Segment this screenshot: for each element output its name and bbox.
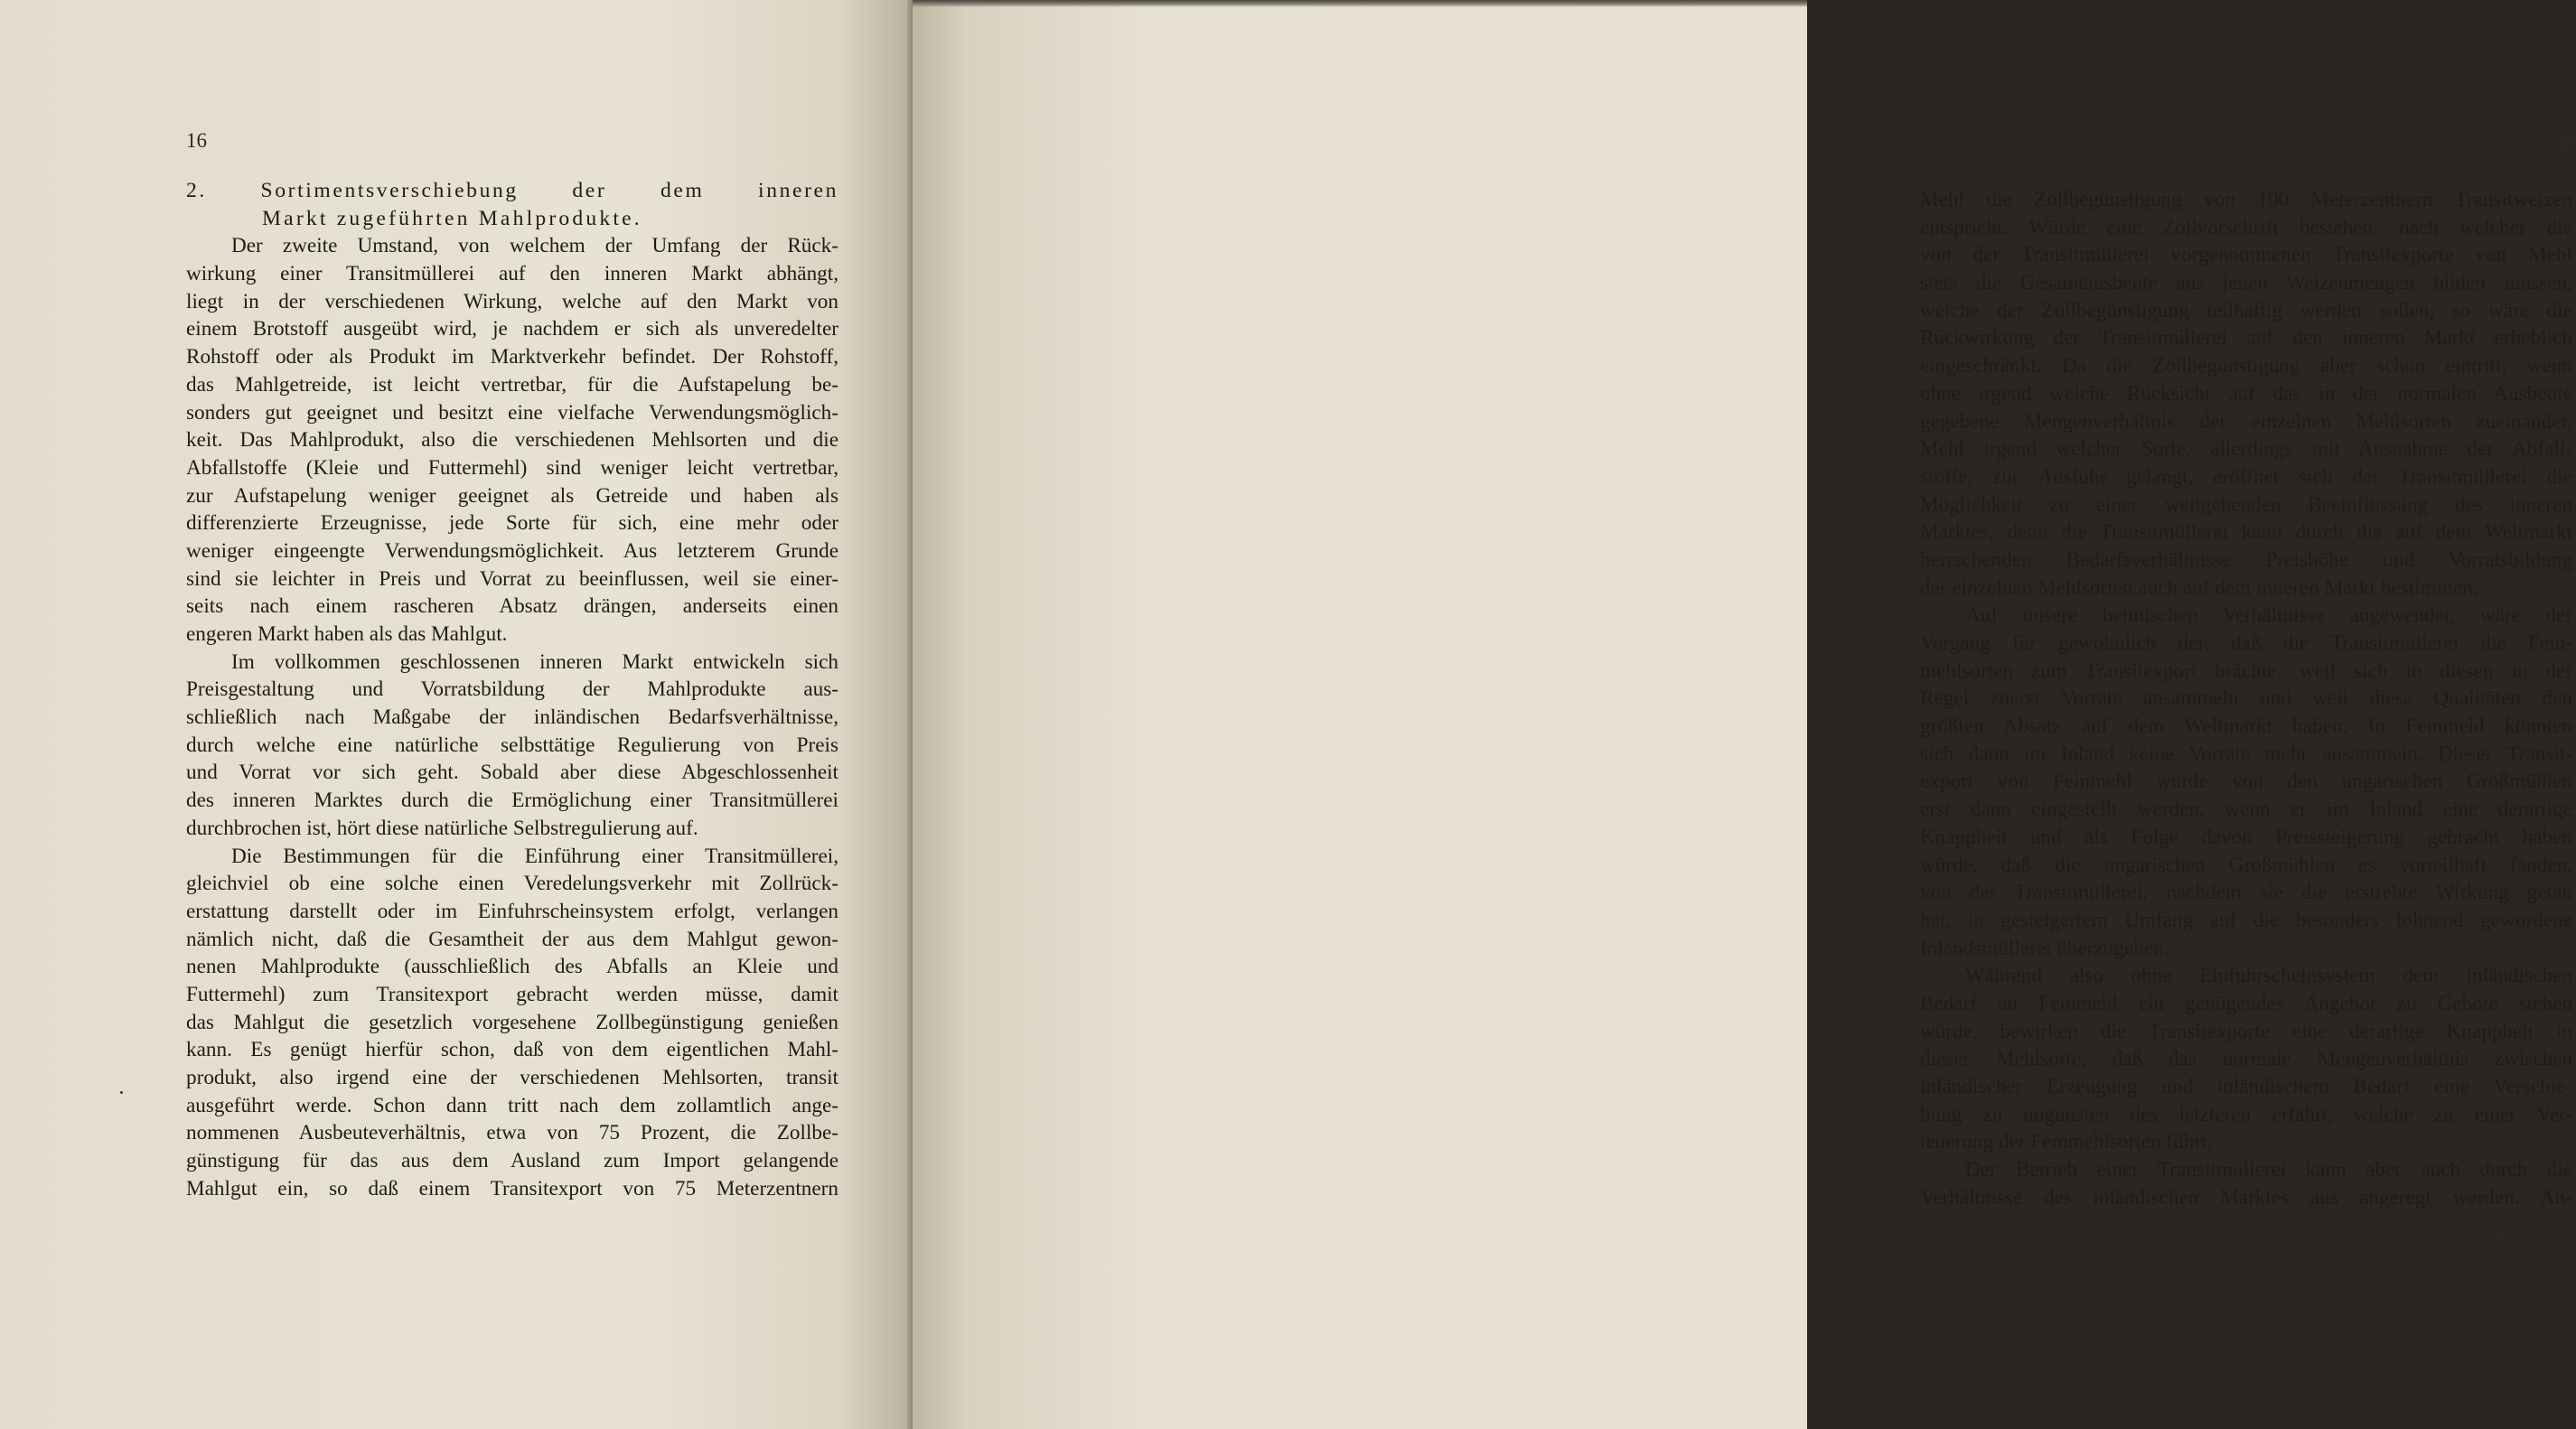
text-line: dieser Mehlsorte, daß das normale Mengenverhältnis zwischen	[1920, 1047, 2572, 1071]
left-page-text	[186, 177, 838, 1202]
text-line: das Mahlgut die gesetzlich vorgesehene Zollbegünstigung genießen	[186, 1010, 838, 1034]
text-line: Futtermehl) zum Transitexport gebracht werden müsse, damit	[186, 982, 838, 1006]
text-line: und Vorrat vor sich geht. Sobald aber diese Abgeschlossenheit	[186, 761, 838, 785]
text-line: Knappheit und als Folge davon Preissteigerung gebracht haben	[1920, 825, 2572, 849]
text-line: export von Feinmehl würde von den ungarischen Großmühlen	[1920, 770, 2572, 794]
text-line: mehlsorten zum Transitexport brächte, weil sich in diesen in der	[1920, 658, 2572, 683]
text-line: Inlandsmüllerei überzugehen.	[1920, 936, 2169, 960]
text-line: nommenen Ausbeuteverhältnis, etwa von 75 Prozent, die Zollbe-	[186, 1121, 838, 1145]
text-line: eingeschränkt. Da die Zollbegünstigung aber schon eintritt, wenn	[1920, 354, 2572, 378]
text-line: keit. Das Mahlprodukt, also die verschiedenen Mehlsorten und die	[186, 428, 838, 453]
text-line: stets die Gesamtausbeute aus jenen Weizenmengen bilden müssen,	[1920, 271, 2572, 295]
text-line: zur Aufstapelung weniger geeignet als Getreide und haben als	[186, 483, 838, 508]
text-line: nenen Mahlprodukte (ausschließlich des Abfalls an Kleie und	[186, 955, 838, 979]
text-line: stoffe, zur Ausfuhr gelangt, eröffnet sich der Transitmüllerei die	[1920, 464, 2572, 489]
paper-speck	[120, 1091, 123, 1094]
text-line: Verhältnisse des inländischen Marktes aus angeregt werden. An-	[1920, 1185, 2572, 1210]
text-line: würde, daß die ungarischen Großmühlen es vorteilhaft fänden,	[1920, 853, 2572, 877]
text-line: seits nach einem rascheren Absatz drängen, anderseits einen	[186, 594, 838, 619]
text-line: erstattung darstellt oder im Einfuhrscheinsystem erfolgt, verlangen	[186, 899, 838, 923]
text-line: Regel zuerst Vorräte ansammeln und weil diese Qualitäten den	[1920, 686, 2572, 711]
text-line: Der zweite Umstand, von welchem der Umfang der Rück-	[231, 234, 838, 258]
text-line: einem Brotstoff ausgeübt wird, je nachdem er sich als unveredelter	[186, 317, 838, 341]
text-line: Mehl irgend welcher Sorte, allerdings mit Ausnahme der Abfall-	[1920, 437, 2572, 462]
text-line: würde, bewirken die Transitexporte eine derartige Knappheit in	[1920, 1019, 2572, 1043]
text-line: des inneren Marktes durch die Ermöglichung einer Transitmüllerei	[186, 789, 838, 813]
text-line: gleichviel ob eine solche einen Veredelungsverkehr mit Zollrück-	[186, 872, 838, 896]
text-line: Vorgang für gewöhnlich der, daß die Transitmüllerei die Fein-	[1920, 631, 2572, 655]
text-line: sind sie leichter in Preis und Vorrat zu beeinflussen, weil sie einer-	[186, 566, 838, 591]
text-line: das Mahlgetreide, ist leicht vertretbar, für die Aufstapelung be-	[186, 372, 838, 397]
text-line: Abfallstoffe (Kleie und Futtermehl) sind weniger leicht vertretbar,	[186, 455, 838, 480]
text-line: größten Absatz auf dem Weltmarkt haben. In Feinmehl könnten	[1920, 714, 2572, 739]
text-line: Marktes, denn die Transitmüllerei kann durch die auf dem Weltmarkt	[1920, 520, 2572, 545]
text-line: Mahlgut ein, so daß einem Transitexport von 75 Meterzentnern	[186, 1176, 838, 1200]
text-line: Auf unsere heimischen Verhältnisse angewendet, wäre der	[1965, 603, 2572, 628]
text-line: inländischer Erzeugung und inländischem Bedarf eine Verschie-	[1920, 1075, 2572, 1098]
text-line: entspricht. Würde eine Zollvorschrift bestehen, nach welcher die	[1920, 215, 2572, 239]
text-line: Rohstoff oder als Produkt im Marktverkehr befindet. Der Rohstoff,	[186, 345, 838, 369]
text-line: engeren Markt haben als das Mahlgut.	[186, 622, 508, 646]
text-line: Während also ohne Einfuhrscheinsystem dem inländischen	[1965, 964, 2572, 988]
text-line: durchbrochen ist, hört diese natürliche Selbstregulierung auf.	[186, 816, 698, 840]
text-line: von der Transitmüllerei, nachdem sie die erstrebte Wirkung getan	[1920, 881, 2572, 905]
text-line: wirkung einer Transitmüllerei auf den inneren Markt abhängt,	[186, 262, 838, 286]
right-page-text	[1920, 186, 2572, 1211]
text-line: Mehl die Zollbegünstigung von 100 Meterzentnern Transitweizen	[1920, 188, 2572, 211]
text-line: liegt in der verschiedenen Wirkung, welche auf den Markt von	[186, 289, 838, 313]
text-line: kann. Es genügt hierfür schon, daß von dem eigentlichen Mahl-	[186, 1038, 838, 1062]
text-line: 2. Sortimentsverschiebung der dem inneren	[186, 179, 838, 202]
text-line: welche der Zollbegünstigung teilhaftig werden sollen, so wäre die	[1920, 298, 2572, 322]
text-line: schließlich nach Maßgabe der inländischen Bedarfsverhältnisse,	[186, 705, 838, 730]
signature-mark: 2	[2497, 1219, 2506, 1239]
text-line: durch welche eine natürliche selbsttätige Regulierung von Preis	[186, 733, 838, 757]
text-line: gegebene Mengenverhältnis der einzelnen Mehlsorten zueinander,	[1920, 409, 2572, 434]
text-line: differenzierte Erzeugnisse, jede Sorte für sich, eine mehr oder	[186, 511, 838, 536]
left-page	[0, 0, 913, 1429]
text-line: herrschenden Bedarfsverhältnisse Preishöhe und Vorratsbildung	[1920, 547, 2572, 572]
text-line: ohne irgend welche Rücksicht auf das in der normalen Ausbeute	[1920, 381, 2572, 406]
text-line: Rückwirkung der Transitmüllerei auf den inneren Markt erheblich	[1920, 326, 2572, 350]
text-line: bung zu ungunsten des letzteren erfährt, welche zu einer Ver-	[1920, 1102, 2572, 1126]
left-page-number: 16	[186, 129, 207, 152]
text-line: Preisgestaltung und Vorratsbildung der Mahlprodukte aus-	[186, 677, 838, 702]
text-line: sich dann im Inland keine Vorräte mehr ansammeln. Dieser Transit-	[1920, 742, 2572, 766]
text-line: von der Transitmüllerei vorgenommenen Transitexporte von Mehl	[1920, 243, 2572, 267]
text-line: hat, in gesteigertem Umfang auf die besonders lohnend gewordene	[1920, 908, 2572, 932]
text-line: günstigung für das aus dem Ausland zum Import gelangende	[186, 1149, 838, 1173]
text-line: sonders gut geeignet und besitzt eine vielfache Verwendungsmöglich-	[186, 400, 838, 425]
text-line: weniger eingeengte Verwendungsmöglichkeit. Aus letzterem Grunde	[186, 538, 838, 563]
text-line: Der Betrieb einer Transitmüllerei kann aber auch durch die	[1965, 1158, 2572, 1182]
right-page-number: 17	[2555, 135, 2576, 158]
text-line: der einzelnen Mehlsorten auch auf dem inneren Markt bestimmen.	[1920, 575, 2478, 600]
text-line: teuerung der Feinmehlsorten führt.	[1920, 1130, 2213, 1154]
right-page	[913, 0, 2576, 1429]
text-line: erst dann eingestellt werden, wenn er im Inland eine derartige	[1920, 798, 2572, 822]
text-line: produkt, also irgend eine der verschiedenen Mehlsorten, transit	[186, 1066, 838, 1089]
text-line: Die Bestimmungen für die Einführung einer Transitmüllerei,	[231, 844, 838, 868]
text-line: Im vollkommen geschlossenen inneren Markt entwickeln sich	[231, 649, 838, 674]
text-line: ausgeführt werde. Schon dann tritt nach dem zollamtlich ange-	[186, 1093, 838, 1117]
text-line: Markt zugeführten Mahlprodukte.	[262, 206, 642, 230]
text-line: Möglichkeit zu einer weitgehenden Beeinflussung des inneren	[1920, 492, 2572, 517]
text-line: nämlich nicht, daß die Gesamtheit der aus dem Mahlgut gewon-	[186, 927, 838, 951]
text-line: Bedarf an Feinmehl ein genügendes Angebot zu Gebote stehen	[1920, 991, 2572, 1015]
